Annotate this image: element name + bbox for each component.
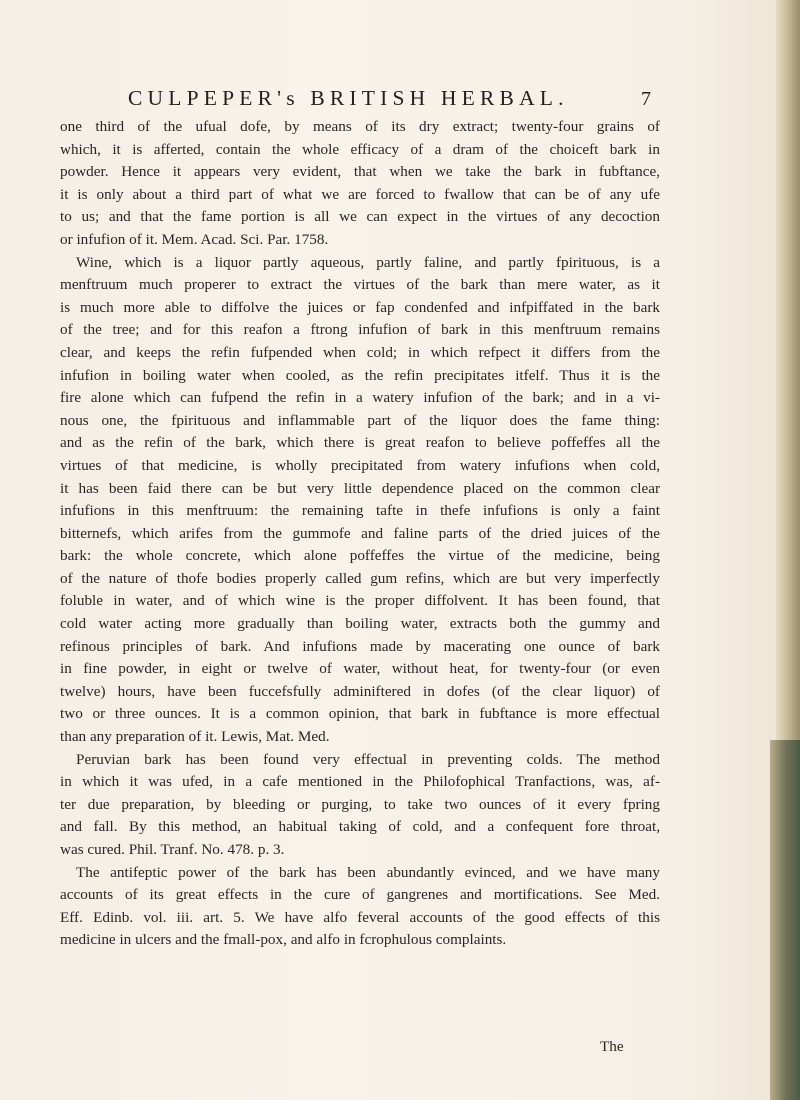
running-title: CULPEPER's BRITISH HERBAL. xyxy=(128,86,569,110)
text-line: twelve) hours, have been fuccefsfully adminiftered in dofes (of the clear liquor) of xyxy=(60,682,660,700)
text-line: infufions in this menftruum: the remaining tafte in thefe infufions is only a faint xyxy=(60,502,660,520)
binding-edge xyxy=(770,740,800,1100)
text-line: which, it is afferted, contain the whole efficacy of a dram of the choiceft bark in xyxy=(60,140,660,158)
text-line: infufion in boiling water when cooled, as the refin precipitates itfelf. Thus it is the xyxy=(60,366,660,384)
text-line: Eff. Edinb. vol. iii. art. 5. We have alfo feveral accounts of the good effects of this xyxy=(60,908,660,926)
text-line: Peruvian bark has been found very effectual in preventing colds. The method xyxy=(76,750,660,768)
text-line: than any preparation of it. Lewis, Mat. Med. xyxy=(60,728,330,746)
text-line: is much more able to diffolve the juices or fap condenfed and infpiffated in the bark xyxy=(60,298,660,316)
text-line: fire alone which can fufpend the refin in a watery infufion of the bark; and in a vi- xyxy=(60,389,660,407)
text-line: powder. Hence it appears very evident, that when we take the bark in fubftance, xyxy=(60,163,660,181)
catchword: The xyxy=(600,1038,624,1055)
text-line: accounts of its great effects in the cure of gangrenes and mortifications. See Med. xyxy=(60,886,660,904)
text-line: cold water acting more gradually than boiling water, extracts both the gummy and xyxy=(60,615,660,633)
text-line: virtues of that medicine, is wholly precipitated from watery infufions when cold, xyxy=(60,456,660,474)
text-line: was cured. Phil. Tranf. No. 478. p. 3. xyxy=(60,841,285,858)
text-line: it is only about a third part of what we are forced to fwallow that can be of any ufe xyxy=(60,185,660,203)
text-line: to us; and that the fame portion is all we can expect in the virtues of any decoction xyxy=(60,208,660,226)
text-line: two or three ounces. It is a common opinion, that bark in fubftance is more effectual xyxy=(60,705,660,723)
text-line: menftruum much properer to extract the virtues of the bark than mere water, as it xyxy=(60,276,660,294)
text-line: clear, and keeps the refin fufpended when cold; in which refpect it differs from the xyxy=(60,343,660,361)
text-line: refinous principles of bark. And infufions made by macerating one ounce of bark xyxy=(60,637,660,655)
text-line: medicine in ulcers and the fmall-pox, and alfo in fcrophulous complaints. xyxy=(60,931,507,949)
text-line: in which it was ufed, in a cafe mentioned in the Philofophical Tranfactions, was, af- xyxy=(60,773,660,791)
text-line: bark: the whole concrete, which alone poffeffes the virtue of the medicine, being xyxy=(60,547,660,565)
text-line: one third of the ufual dofe, by means of its dry extract; twenty-four grains of xyxy=(60,118,660,135)
text-line: of the tree; and for this reafon a ftrong infufion of bark in this menftruum remains xyxy=(60,321,660,339)
text-line: or infufion of it. Mem. Acad. Sci. Par. 1758. xyxy=(60,230,329,248)
text-line: The antifeptic power of the bark has been abundantly evinced, and we have many xyxy=(76,863,660,881)
text-line: foluble in water, and of which wine is the proper diffolvent. It has been found, that xyxy=(60,592,660,610)
text-line: and as the refin of the bark, which there is great reafon to believe poffeffes all the xyxy=(60,434,660,452)
text-line: ter due preparation, by bleeding or purging, to take two ounces of it every fpring xyxy=(60,795,660,813)
text-line: of the nature of thofe bodies properly called gum refins, which are but very imperfectly xyxy=(60,569,660,587)
text-line: it has been faid there can be but very little dependence placed on the common clear xyxy=(60,479,660,497)
text-line: and fall. By this method, an habitual taking of cold, and a confequent fore throat, xyxy=(60,818,660,836)
text-line: in fine powder, in eight or twelve of water, without heat, for twenty-four (or even xyxy=(60,660,660,678)
page-number: 7 xyxy=(641,88,651,110)
body-text xyxy=(60,116,660,952)
text-line: bitternefs, which arifes from the gummofe and faline parts of the dried juices of the xyxy=(60,524,660,542)
text-line: Wine, which is a liquor partly aqueous, partly faline, and partly fpirituous, is a xyxy=(76,253,660,271)
text-line: nous one, the fpirituous and inflammable part of the liquor does the fame thing: xyxy=(60,411,660,429)
